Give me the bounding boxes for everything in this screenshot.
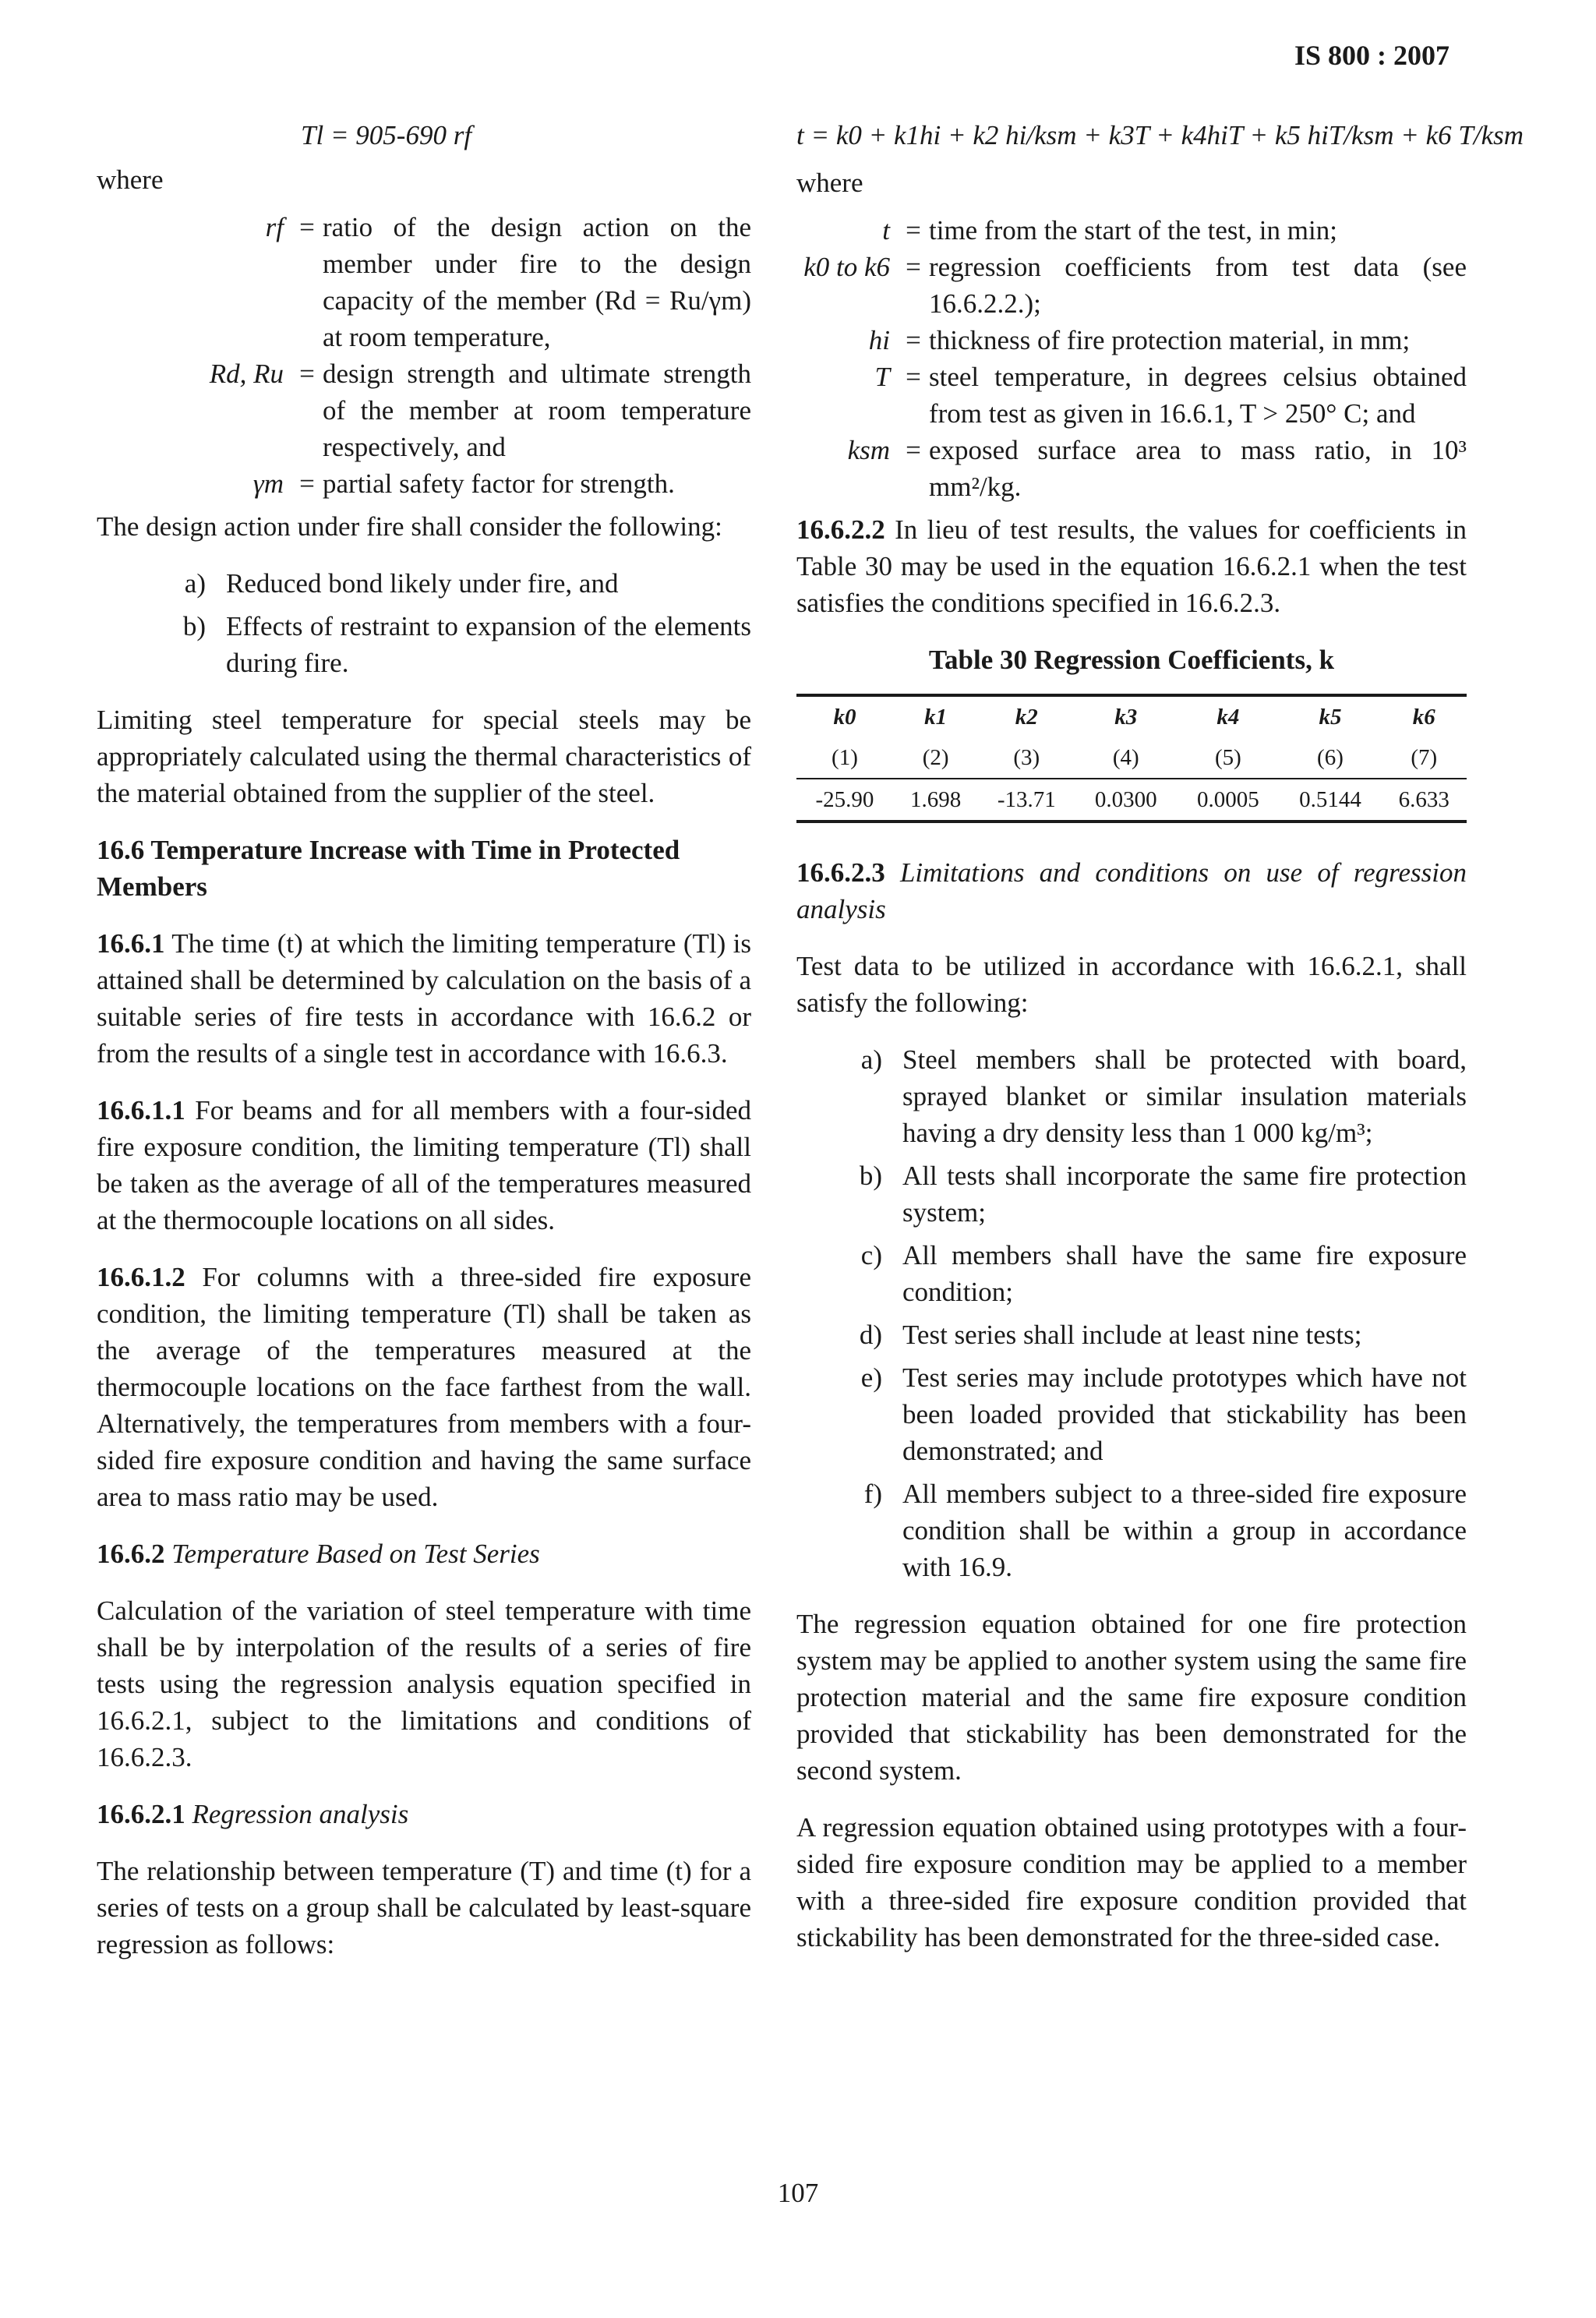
column-header: k0: [796, 695, 893, 737]
definition-term: Rd, Ru: [209, 359, 284, 389]
clause-title: Temperature Based on Test Series: [171, 1539, 540, 1569]
clause-16-6-2-1-heading: [97, 1796, 751, 1832]
clause-16-6-2-text: Calculation of the variation of steel temperature with time shall be by interpolation of the results of a series of fire tests using the regression analysis equation specified in 16.6.2.1, subject to the limitations and conditions of 16.6.2.3.: [97, 1595, 751, 1772]
definition-body: thickness of fire protection material, in mm;: [929, 325, 1411, 355]
definition-term: γm: [252, 468, 284, 499]
where-label: where: [97, 164, 164, 195]
clause-number: 16.6.2.3: [796, 857, 885, 888]
definition-list: [97, 209, 751, 502]
clause-16-6-1-1: [97, 1092, 751, 1239]
list-text: Reduced bond likely under fire, and: [226, 568, 619, 599]
clause-number: 16.6.2: [97, 1539, 165, 1569]
where-label: where: [796, 168, 863, 198]
list-text: Test series may include prototypes which have not been loaded provided that stickability has been demonstrated; and: [902, 1362, 1467, 1466]
clause-number: 16.6.1.1: [97, 1095, 185, 1125]
list-marker: c): [860, 1240, 882, 1270]
column-number: (5): [1177, 737, 1279, 779]
left-column: [97, 117, 751, 1983]
clause-16-6-2-heading: [97, 1535, 751, 1572]
list-item: [796, 1475, 1467, 1585]
definition-row: [97, 209, 751, 355]
definition-row: [796, 359, 1467, 432]
column-number: (4): [1075, 737, 1177, 779]
definition-term: t: [882, 215, 890, 246]
clause-16-6-2-2: [796, 511, 1467, 621]
definition-term: k0 to k6: [803, 252, 890, 282]
list-item: [97, 608, 751, 681]
column-header: k4: [1177, 695, 1279, 737]
column-number: (6): [1279, 737, 1381, 779]
definition-term: T: [874, 362, 890, 392]
list-marker: d): [859, 1320, 882, 1350]
definition-row: [97, 355, 751, 465]
definition-body: partial safety factor for strength.: [323, 468, 675, 499]
clause-title: Limitations and conditions on use of regression analysis: [796, 857, 1467, 924]
definition-body: design strength and ultimate strength of the member at room temperature respectively, and: [323, 359, 751, 462]
table-column-number-row: [796, 737, 1467, 779]
list-text: Effects of restraint to expansion of the elements during fire.: [226, 611, 751, 678]
definition-term: ksm: [847, 435, 890, 465]
clause-text: For beams and for all members with a four-sided fire exposure condition, the limiting temperature (Tl) shall be taken as the average of all of the temperatures measured at the thermocouple locations on all sides.: [97, 1095, 752, 1235]
regression-formula: t = k0 + k1hi + k2 hi/ksm + k3T + k4hiT + k5 hiT/ksm + k6 T/ksm: [796, 120, 1524, 150]
column-header: k5: [1279, 695, 1381, 737]
table-caption: Table 30 Regression Coefficients, k: [928, 645, 1335, 675]
definition-row: [97, 465, 751, 502]
regression-coefficients-table: [796, 694, 1467, 823]
standard-header: IS 800 : 2007: [1294, 40, 1449, 71]
table-cell: 0.5144: [1279, 779, 1381, 822]
definition-row: [796, 249, 1467, 322]
table-cell: 6.633: [1382, 779, 1467, 822]
column-number: (7): [1382, 737, 1467, 779]
column-number: (3): [978, 737, 1075, 779]
list-marker: e): [860, 1362, 882, 1393]
list-item: [796, 1359, 1467, 1469]
list-text: Steel members shall be protected with board, sprayed blanket or similar insulation materials having a dry density less than 1 000 kg/m³;: [902, 1044, 1467, 1148]
definition-term: hi: [868, 325, 890, 355]
clause-text: For columns with a three-sided fire exposure condition, the limiting temperature (Tl) shall be taken as the average of the temperatures measured at the thermocouple locations on the face farthest from the wall. Alternatively, the temperatures from members with a four-sided fire exposure condition and having the same surface area to mass ratio may be used.: [97, 1262, 752, 1512]
definition-body: regression coefficients from test data (see 16.6.2.2.);: [929, 252, 1467, 319]
table-cell: 1.698: [893, 779, 978, 822]
clause-title: Regression analysis: [192, 1799, 409, 1829]
clause-text: The time (t) at which the limiting temperature (Tl) is attained shall be determined by calculation on the basis of a suitable series of fire tests in accordance with 16.6.2 or from the results of a single test in accordance with 16.6.3.: [97, 928, 751, 1069]
page-number: 107: [777, 2178, 819, 2208]
equals-sign: =: [906, 325, 921, 355]
clause-number: 16.6.2.2: [796, 514, 885, 545]
right-column: [796, 117, 1524, 1976]
clause-16-6-2-3-heading: [796, 854, 1467, 928]
definition-body: steel temperature, in degrees celsius obtained from test as given in 16.6.1, T > 250° C; and: [929, 362, 1467, 429]
column-header: k6: [1382, 695, 1467, 737]
equals-sign: =: [299, 359, 315, 389]
list-item: [796, 1157, 1467, 1231]
clause-16-6-2-1-text: The relationship between temperature (T) and time (t) for a series of tests on a group shall be calculated by least-square regression as follows:: [97, 1856, 751, 1959]
table-cell: 0.0005: [1177, 779, 1279, 822]
clause-number: 16.6.2.1: [97, 1799, 185, 1829]
list-item: [796, 1237, 1467, 1310]
limiting-temperature-formula: Tl = 905-690 rf: [301, 120, 472, 150]
column-number: (1): [796, 737, 893, 779]
definition-body: exposed surface area to mass ratio, in 10³ mm²/kg.: [929, 435, 1467, 502]
equals-sign: =: [299, 212, 315, 242]
list-marker: f): [863, 1479, 882, 1509]
column-header: k3: [1075, 695, 1177, 737]
table-cell: -13.71: [978, 779, 1075, 822]
clause-16-6-1-2: [97, 1259, 751, 1515]
table-row: [796, 779, 1467, 822]
equals-sign: =: [906, 362, 921, 392]
list-item: [796, 1041, 1467, 1151]
equals-sign: =: [906, 215, 921, 246]
list-text: All members subject to a three-sided fire exposure condition shall be within a group in accordance with 16.9.: [902, 1479, 1467, 1582]
list-marker: b): [859, 1161, 882, 1191]
definition-term: rf: [265, 212, 284, 242]
list-marker: a): [860, 1044, 882, 1075]
clause-16-6-2-3-intro: Test data to be utilized in accordance with 16.6.2.1, shall satisfy the following:: [796, 951, 1467, 1018]
equals-sign: =: [906, 435, 921, 465]
table-cell: -25.90: [796, 779, 893, 822]
regression-paragraph-2: A regression equation obtained using prototypes with a four-sided fire exposure condition may be applied to a member with a three-sided fire exposure condition provided that stickability has been demonstrated for the three-sided case.: [796, 1812, 1467, 1952]
section-16-6-heading: 16.6 Temperature Increase with Time in Protected Members: [97, 835, 680, 902]
equals-sign: =: [906, 252, 921, 282]
list-text: All tests shall incorporate the same fire protection system;: [902, 1161, 1467, 1228]
clause-number: 16.6.1: [97, 928, 165, 959]
list-text: All members shall have the same fire exposure condition;: [902, 1240, 1467, 1307]
definition-body: ratio of the design action on the member under fire to the design capacity of the member (Rd = Ru/γm) at room temperature,: [323, 212, 751, 352]
column-header: k1: [893, 695, 978, 737]
definition-body: time from the start of the test, in min;: [929, 215, 1337, 246]
definition-list: [796, 212, 1467, 505]
list-text: Test series shall include at least nine tests;: [902, 1320, 1362, 1350]
clause-number: 16.6.1.2: [97, 1262, 185, 1292]
list-item: [97, 565, 751, 602]
column-number: (2): [893, 737, 978, 779]
clause-16-6-1: [97, 925, 751, 1072]
regression-paragraph-1: The regression equation obtained for one fire protection system may be applied to another system using the same fire protection material and the same fire exposure condition provided that stickability has been demonstrated for the second system.: [796, 1609, 1467, 1786]
column-header: k2: [978, 695, 1075, 737]
table-cell: 0.0300: [1075, 779, 1177, 822]
list-item: [796, 1316, 1467, 1353]
definition-row: [796, 432, 1467, 505]
limiting-temperature-paragraph: Limiting steel temperature for special steels may be appropriately calculated using the thermal characteristics of the material obtained from the supplier of the steel.: [97, 705, 751, 808]
equals-sign: =: [299, 468, 315, 499]
design-action-intro: The design action under fire shall consider the following:: [97, 511, 722, 542]
table-header-row: [796, 695, 1467, 737]
list-marker: b): [182, 611, 206, 641]
clause-text: In lieu of test results, the values for coefficients in Table 30 may be used in the equation 16.6.2.1 when the test satisfies the conditions specified in 16.6.2.3.: [796, 514, 1467, 618]
conditions-list: [796, 1041, 1467, 1585]
definition-row: [796, 212, 1467, 249]
list-marker: a): [184, 568, 206, 599]
design-action-list: [97, 565, 751, 681]
definition-row: [796, 322, 1467, 359]
